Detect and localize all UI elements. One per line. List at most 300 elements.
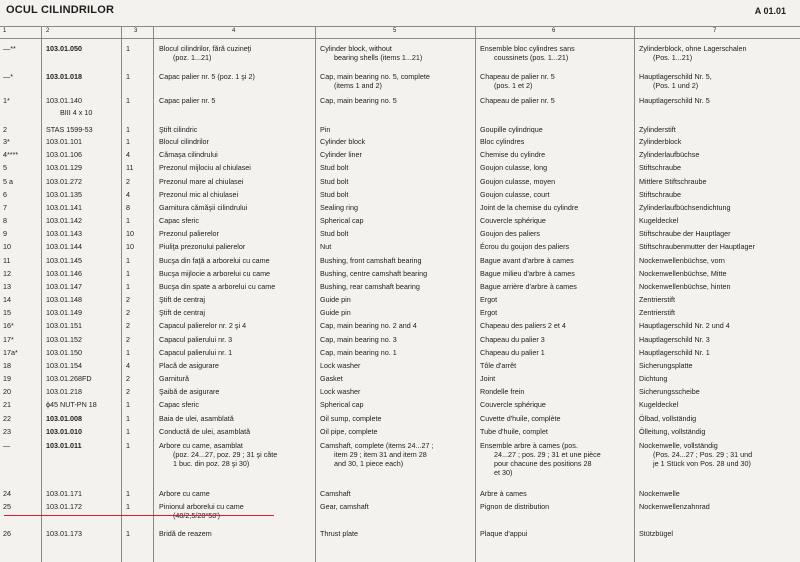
cell-desc-english-line: Cap, main bearing no. 2 and 4 <box>320 321 417 330</box>
cell-desc-english-line: and 30, 1 piece each) <box>334 459 404 468</box>
cell-part-number <box>46 242 82 251</box>
cell-desc-french <box>480 137 524 146</box>
cell-quantity: 1 <box>126 441 130 450</box>
cell-desc-english <box>320 229 348 238</box>
cell-desc-romanian <box>159 321 246 330</box>
cell-desc-romanian <box>159 374 189 383</box>
cell-desc-german-line: Hauptlagerschild Nr. 5 <box>639 96 710 105</box>
cell-desc-german-line: Zentrierstift <box>639 295 675 304</box>
cell-desc-romanian <box>159 216 199 225</box>
cell-desc-french <box>480 203 578 212</box>
cell-desc-romanian-line: Ştift cilindric <box>159 125 198 134</box>
cell-desc-romanian-line: Şaibă de asigurare <box>159 387 220 396</box>
cell-part-number-line: 103.01.149 <box>46 308 82 317</box>
cell-desc-romanian-line: Prezonul palierelor <box>159 229 219 238</box>
cell-desc-english-line: Cylinder liner <box>320 150 362 159</box>
cell-desc-romanian-line: Bucşa din spate a arborelui cu came <box>159 282 276 291</box>
cell-desc-german-line: Nockenwelle, vollständig <box>639 441 718 450</box>
cell-position: 4**** <box>3 150 19 159</box>
cell-position: 9 <box>3 229 7 238</box>
cell-desc-french-line: et 30) <box>494 468 513 477</box>
cell-desc-french <box>480 216 546 225</box>
cell-quantity: 1 <box>126 414 130 423</box>
cell-desc-french-line: Plaque d'appui <box>480 529 528 538</box>
cell-desc-french-line: Goujon culasse, court <box>480 190 550 199</box>
cell-desc-german-line: Nockenwellenbüchse, hinten <box>639 282 731 291</box>
cell-desc-french <box>480 427 548 436</box>
cell-desc-english-line: Cap, main bearing no. 1 <box>320 348 397 357</box>
cell-quantity: 1 <box>126 269 130 278</box>
cell-desc-german-line: Zylinderlaufbüchse <box>639 150 700 159</box>
cell-desc-english-line: Stud bolt <box>320 177 349 186</box>
column-header-2: 2 <box>46 28 50 34</box>
cell-desc-french <box>480 387 524 396</box>
cell-desc-german-line: Stiftschraube der Hauptlager <box>639 229 731 238</box>
cell-quantity: 1 <box>126 44 130 53</box>
cell-quantity: 1 <box>126 216 130 225</box>
cell-desc-romanian <box>159 427 250 436</box>
cell-desc-german <box>639 137 681 146</box>
cell-desc-romanian-line: Pinionul arborelui cu came <box>159 502 244 511</box>
cell-quantity: 1 <box>126 502 130 511</box>
cell-part-number-line: 103.01.011 <box>46 441 82 450</box>
cell-quantity: 1 <box>126 256 130 265</box>
cell-desc-romanian <box>159 441 277 468</box>
cell-desc-romanian-line: Capacul palierului nr. 3 <box>159 335 233 344</box>
cell-part-number-line: 103.01.145 <box>46 256 82 265</box>
cell-desc-english-line: Cylinder block <box>320 137 366 146</box>
cell-quantity: 11 <box>126 163 134 172</box>
cell-desc-french-line: Bloc cylindres <box>480 137 525 146</box>
cell-desc-german <box>639 321 730 330</box>
cell-part-number <box>46 361 82 370</box>
cell-part-number-line: 103.01.151 <box>46 321 82 330</box>
cell-position: 16* <box>3 321 14 330</box>
cell-desc-english-line: Cylinder block, without <box>320 44 392 53</box>
cell-desc-french-line: Chapeau du palier 3 <box>480 335 545 344</box>
cell-part-number-line: 103.01.010 <box>46 427 82 436</box>
cell-part-number <box>46 282 82 291</box>
cell-desc-french-line: Pignon de distribution <box>480 502 550 511</box>
cell-desc-english-line: Bushing, centre camshaft bearing <box>320 269 428 278</box>
cell-desc-french-line: Joint de la chemise du cylindre <box>480 203 579 212</box>
cell-desc-romanian <box>159 190 238 199</box>
cell-desc-english-line: Thrust plate <box>320 529 358 538</box>
cell-desc-german <box>639 72 712 90</box>
cell-position: 20 <box>3 387 11 396</box>
cell-desc-german <box>639 427 705 436</box>
cell-desc-french-line: Écrou du goujon des paliers <box>480 242 570 251</box>
cell-desc-english <box>320 203 358 212</box>
cell-part-number-line: 103.01.152 <box>46 335 82 344</box>
cell-part-number-extra: BIII 4 x 10 <box>60 108 93 117</box>
cell-desc-romanian <box>159 137 209 146</box>
cell-desc-german <box>639 295 675 304</box>
cell-part-number-line: 103.01.171 <box>46 489 82 498</box>
cell-desc-english <box>320 489 351 498</box>
cell-desc-english <box>320 269 427 278</box>
cell-desc-german-line: Hauptlagerschild Nr. 2 und 4 <box>639 321 730 330</box>
cell-desc-french <box>480 308 497 317</box>
cell-desc-french <box>480 190 550 199</box>
cell-part-number <box>46 529 82 538</box>
cell-desc-romanian <box>159 400 199 409</box>
cell-desc-english-line: Camshaft, complete (items 24...27 ; <box>320 441 434 450</box>
cell-desc-romanian <box>159 269 270 278</box>
cell-part-number <box>46 216 82 225</box>
cell-desc-german <box>639 150 699 159</box>
cell-desc-romanian <box>159 44 251 62</box>
cell-desc-english <box>320 242 331 251</box>
cell-desc-french <box>480 282 577 291</box>
cell-desc-english <box>320 308 351 317</box>
page-header-code: A 01.01 <box>754 6 786 16</box>
cell-desc-romanian-line: Garnitura cămăşii cilindrului <box>159 203 248 212</box>
cell-desc-german-line: Nockenwellenzahnrad <box>639 502 710 511</box>
cell-part-number <box>46 400 97 409</box>
cell-desc-french-line: Bague avant d'arbre à cames <box>480 256 574 265</box>
cell-quantity: 4 <box>126 361 130 370</box>
cell-part-number-line: 103.01.144 <box>46 242 82 251</box>
cell-desc-german-line: Ölbad, vollständig <box>639 414 697 423</box>
cell-desc-german-line: Nockenwellenbüchse, Mitte <box>639 269 727 278</box>
cell-quantity: 8 <box>126 203 130 212</box>
red-underline-mark <box>4 515 274 516</box>
cell-desc-english-line: Nut <box>320 242 332 251</box>
cell-position: 13 <box>3 282 11 291</box>
cell-desc-french <box>480 256 574 265</box>
cell-quantity: 10 <box>126 229 134 238</box>
cell-quantity: 4 <box>126 150 130 159</box>
cell-desc-english-line: Oil pipe, complete <box>320 427 378 436</box>
cell-quantity: 1 <box>126 400 130 409</box>
cell-part-number <box>46 348 82 357</box>
cell-part-number <box>46 502 82 511</box>
cell-desc-german-line: (Pos. 24...27 ; Pos. 29 ; 31 und <box>653 450 753 459</box>
cell-part-number <box>46 387 82 396</box>
cell-position: 21 <box>3 400 11 409</box>
cell-desc-french-line: Goupille cylindrique <box>480 125 543 134</box>
cell-desc-french-line: Ensemble arbre à cames (pos. <box>480 441 578 450</box>
cell-desc-german <box>639 190 681 199</box>
cell-part-number-line: 103.01.172 <box>46 502 82 511</box>
cell-desc-romanian-line: Blocul cilindrilor, fără cuzineţi <box>159 44 252 53</box>
cell-position: 11 <box>3 256 11 265</box>
cell-desc-english <box>320 335 397 344</box>
cell-desc-german <box>639 361 693 370</box>
cell-desc-english-line: Spherical cap <box>320 400 364 409</box>
cell-position: 15 <box>3 308 11 317</box>
cell-desc-romanian <box>159 163 251 172</box>
cell-desc-german-line: Sicherungsscheibe <box>639 387 700 396</box>
cell-part-number <box>46 427 82 436</box>
cell-desc-english <box>320 163 348 172</box>
cell-desc-english-line: Bushing, rear camshaft bearing <box>320 282 420 291</box>
cell-part-number-line: 103.01.147 <box>46 282 82 291</box>
cell-desc-french-line: Tôle d'arrêt <box>480 361 517 370</box>
cell-desc-romanian-line: Cămaşa cilindrului <box>159 150 218 159</box>
cell-part-number-line: 103.01.129 <box>46 163 82 172</box>
cell-desc-english <box>320 150 362 159</box>
cell-desc-german-line: Sicherungsplatte <box>639 361 693 370</box>
cell-part-number-line: 103.01.140 <box>46 96 82 105</box>
cell-desc-french-line: 24...27 ; pos. 29 ; 31 et une pièce <box>494 450 601 459</box>
cell-desc-romanian-line: Garnitură <box>159 374 189 383</box>
cell-desc-romanian-line: Capacul palierului nr. 1 <box>159 348 233 357</box>
cell-desc-german-line: Hauptlagerschild Nr. 3 <box>639 335 710 344</box>
cell-desc-romanian <box>159 125 197 134</box>
cell-part-number <box>46 295 82 304</box>
cell-desc-romanian <box>159 256 270 265</box>
cell-desc-romanian <box>159 295 205 304</box>
cell-desc-german <box>639 242 755 251</box>
cell-desc-french-line: Chapeau des paliers 2 et 4 <box>480 321 566 330</box>
cell-part-number-line: 103.01.135 <box>46 190 82 199</box>
cell-part-number <box>46 163 82 172</box>
cell-position: 17* <box>3 335 14 344</box>
cell-desc-german-line: Nockenwelle <box>639 489 680 498</box>
cell-desc-french <box>480 163 547 172</box>
cell-position: 3* <box>3 137 10 146</box>
cell-quantity: 2 <box>126 387 130 396</box>
cell-desc-german-line: Nockenwellenbüchse, vorn <box>639 256 725 265</box>
cell-quantity: 1 <box>126 137 130 146</box>
cell-desc-french-line: Goujon culasse, moyen <box>480 177 556 186</box>
cell-desc-french <box>480 44 575 62</box>
cell-part-number <box>46 150 82 159</box>
cell-desc-english <box>320 137 365 146</box>
cell-desc-english <box>320 441 433 468</box>
cell-position: 12 <box>3 269 11 278</box>
cell-part-number-line: 103.01.008 <box>46 414 82 423</box>
cell-desc-romanian <box>159 282 275 291</box>
cell-desc-french <box>480 441 601 477</box>
cell-desc-romanian <box>159 529 212 538</box>
cell-desc-english-line: item 29 ; item 31 and item 28 <box>334 450 427 459</box>
cell-desc-english-line: Cap, main bearing no. 5, complete <box>320 72 430 81</box>
cell-quantity: 2 <box>126 177 130 186</box>
cell-part-number-line: 103.01.150 <box>46 348 82 357</box>
cell-desc-english <box>320 361 360 370</box>
cell-part-number-line: STAS 1599-53 <box>46 125 93 134</box>
cell-desc-german <box>639 269 727 278</box>
cell-desc-english-line: Lock washer <box>320 387 361 396</box>
cell-desc-german-line: (Pos. 1...21) <box>653 53 693 62</box>
cell-desc-romanian-line: Blocul cilindrilor <box>159 137 209 146</box>
cell-desc-german-line: Zylinderblock, ohne Lagerschalen <box>639 44 747 53</box>
cell-desc-french <box>480 96 555 105</box>
cell-desc-english-line: Cap, main bearing no. 3 <box>320 335 397 344</box>
cell-desc-english <box>320 502 369 511</box>
cell-desc-english-line: Spherical cap <box>320 216 364 225</box>
cell-desc-french <box>480 361 516 370</box>
cell-desc-german <box>639 163 681 172</box>
cell-part-number <box>46 441 82 450</box>
cell-part-number-line: 103.01.141 <box>46 203 82 212</box>
cell-position: 22 <box>3 414 11 423</box>
cell-part-number <box>46 269 82 278</box>
cell-desc-french-line: Chemise du cylindre <box>480 150 546 159</box>
cell-desc-romanian-line: 1 buc. din poz. 28 şi 30) <box>173 459 250 468</box>
cell-part-number <box>46 374 92 383</box>
cell-desc-english <box>320 44 422 62</box>
cell-desc-english-line: Stud bolt <box>320 229 349 238</box>
cell-position: 19 <box>3 374 11 383</box>
cell-desc-french-line: Chapeau du palier 1 <box>480 348 545 357</box>
cell-desc-german-line: Stiftschraube <box>639 190 681 199</box>
cell-desc-english <box>320 282 420 291</box>
cell-position: 25 <box>3 502 11 511</box>
cell-desc-romanian-line: Arbore cu came, asamblat <box>159 441 243 450</box>
cell-desc-english-line: Cap, main bearing no. 5 <box>320 96 397 105</box>
cell-desc-french-line: Cuvette d'huile, complète <box>480 414 561 423</box>
cell-quantity: 2 <box>126 321 130 330</box>
cell-desc-english <box>320 256 421 265</box>
cell-desc-english <box>320 427 378 436</box>
cell-desc-french <box>480 348 545 357</box>
cell-desc-romanian-line: Bridă de reazem <box>159 529 212 538</box>
cell-desc-romanian-line: Prezonul mic al chiulasei <box>159 190 239 199</box>
cell-desc-german <box>639 229 731 238</box>
cell-desc-french-line: Chapeau de palier nr. 5 <box>480 96 555 105</box>
column-header-5: 5 <box>393 28 397 34</box>
cell-desc-french-line: pour chacune des positions 28 <box>494 459 592 468</box>
cell-desc-german <box>639 387 700 396</box>
cell-desc-french <box>480 502 549 511</box>
cell-quantity: 10 <box>126 242 134 251</box>
cell-position: 2 <box>3 125 7 134</box>
cell-desc-french <box>480 295 497 304</box>
cell-desc-english-line: Guide pin <box>320 295 351 304</box>
cell-desc-german <box>639 414 696 423</box>
cell-quantity: 4 <box>126 190 130 199</box>
cell-desc-german <box>639 374 667 383</box>
cell-desc-romanian <box>159 177 243 186</box>
cell-desc-romanian-line: Piuliţa prezonului palierelor <box>159 242 246 251</box>
cell-desc-romanian <box>159 229 219 238</box>
cell-part-number <box>46 229 82 238</box>
cell-desc-french-line: Ergot <box>480 308 498 317</box>
cell-desc-romanian-line: Capacul palierelor nr. 2 şi 4 <box>159 321 247 330</box>
cell-part-number <box>46 137 82 146</box>
cell-part-number <box>46 177 82 186</box>
cell-desc-french-line: Joint <box>480 374 496 383</box>
cell-desc-french <box>480 229 540 238</box>
cell-desc-english-line: Oil sump, complete <box>320 414 382 423</box>
cell-position: 24 <box>3 489 11 498</box>
cell-quantity: 1 <box>126 125 130 134</box>
cell-position: 6 <box>3 190 7 199</box>
cell-desc-french <box>480 529 527 538</box>
cell-desc-german <box>639 308 675 317</box>
cell-desc-romanian <box>159 150 218 159</box>
cell-desc-english-line: Stud bolt <box>320 190 349 199</box>
cell-quantity: 1 <box>126 96 130 105</box>
cell-desc-english <box>320 96 397 105</box>
cell-position: 18 <box>3 361 11 370</box>
cell-part-number-line: 103.01.173 <box>46 529 82 538</box>
cell-part-number <box>46 96 92 117</box>
cell-desc-romanian <box>159 72 255 81</box>
cell-desc-english <box>320 125 330 134</box>
cell-part-number <box>46 489 82 498</box>
cell-desc-french-line: Chapeau de palier nr. 5 <box>480 72 555 81</box>
cell-desc-french <box>480 321 566 330</box>
cell-desc-english-line: Lock washer <box>320 361 361 370</box>
cell-desc-english-line: Pin <box>320 125 331 134</box>
cell-desc-french-line: coussinets (pos. 1...21) <box>494 53 569 62</box>
cell-position: 14 <box>3 295 11 304</box>
cell-desc-french <box>480 72 555 90</box>
cell-desc-english-line: Sealing ring <box>320 203 358 212</box>
cell-desc-english-line: bearing shells (items 1...21) <box>334 53 423 62</box>
cell-desc-romanian <box>159 348 232 357</box>
cell-desc-german <box>639 502 710 511</box>
cell-desc-german <box>639 489 680 498</box>
cell-desc-english-line: Guide pin <box>320 308 351 317</box>
cell-desc-german-line: Stützbügel <box>639 529 673 538</box>
cell-desc-english <box>320 348 397 357</box>
cell-desc-german-line: Stiftschraube <box>639 163 681 172</box>
cell-desc-french-line: Arbre à cames <box>480 489 527 498</box>
cell-desc-romanian-line: Capac sferic <box>159 216 199 225</box>
cell-desc-french <box>480 335 545 344</box>
cell-desc-romanian <box>159 203 247 212</box>
cell-position: —* <box>3 72 13 81</box>
cell-quantity: 1 <box>126 72 130 81</box>
cell-desc-english <box>320 529 358 538</box>
cell-desc-german-line: Kugeldeckel <box>639 216 679 225</box>
cell-desc-german <box>639 44 746 62</box>
cell-desc-german-line: Kugeldeckel <box>639 400 679 409</box>
cell-desc-french <box>480 150 545 159</box>
cell-desc-english-line: Stud bolt <box>320 163 349 172</box>
column-header-4: 4 <box>232 28 236 34</box>
cell-quantity: 1 <box>126 489 130 498</box>
cell-desc-romanian <box>159 96 215 105</box>
cell-desc-german <box>639 203 731 212</box>
cell-desc-french <box>480 414 560 423</box>
cell-part-number <box>46 256 82 265</box>
cell-part-number-line: 103.01.218 <box>46 387 82 396</box>
cell-desc-english-line: Bushing, front camshaft bearing <box>320 256 422 265</box>
cell-desc-english-line: Gasket <box>320 374 343 383</box>
cell-quantity: 2 <box>126 374 130 383</box>
cell-desc-french-line: Couvercle sphérique <box>480 216 546 225</box>
cell-position: — <box>3 441 11 450</box>
cell-desc-romanian-line: Bucşa mijlocie a arborelui cu came <box>159 269 271 278</box>
cell-desc-german-line: Zentrierstift <box>639 308 675 317</box>
cell-desc-romanian <box>159 242 245 251</box>
cell-position: 10 <box>3 242 11 251</box>
cell-desc-french-line: Goujon culasse, long <box>480 163 548 172</box>
cell-desc-romanian-line: Placă de asigurare <box>159 361 219 370</box>
cell-desc-german-line: Zylinderlaufbüchsendichtung <box>639 203 731 212</box>
cell-desc-romanian-line: Arbore cu came <box>159 489 210 498</box>
cell-quantity: 2 <box>126 308 130 317</box>
cell-desc-english-line: Gear, camshaft <box>320 502 369 511</box>
cell-desc-english-line: (items 1 and 2) <box>334 81 382 90</box>
cell-desc-french-line: Ergot <box>480 295 498 304</box>
cell-desc-german <box>639 441 752 468</box>
cell-desc-french-line: Bague milieu d'arbre à cames <box>480 269 575 278</box>
cell-position: —** <box>3 44 16 53</box>
cell-desc-romanian-line: (poz. 1...21) <box>173 53 212 62</box>
cell-part-number-line: 103.01.272 <box>46 177 82 186</box>
cell-desc-german-line: Ölleitung, vollständig <box>639 427 706 436</box>
cell-part-number-line: 103.01.106 <box>46 150 82 159</box>
cell-desc-romanian <box>159 361 219 370</box>
